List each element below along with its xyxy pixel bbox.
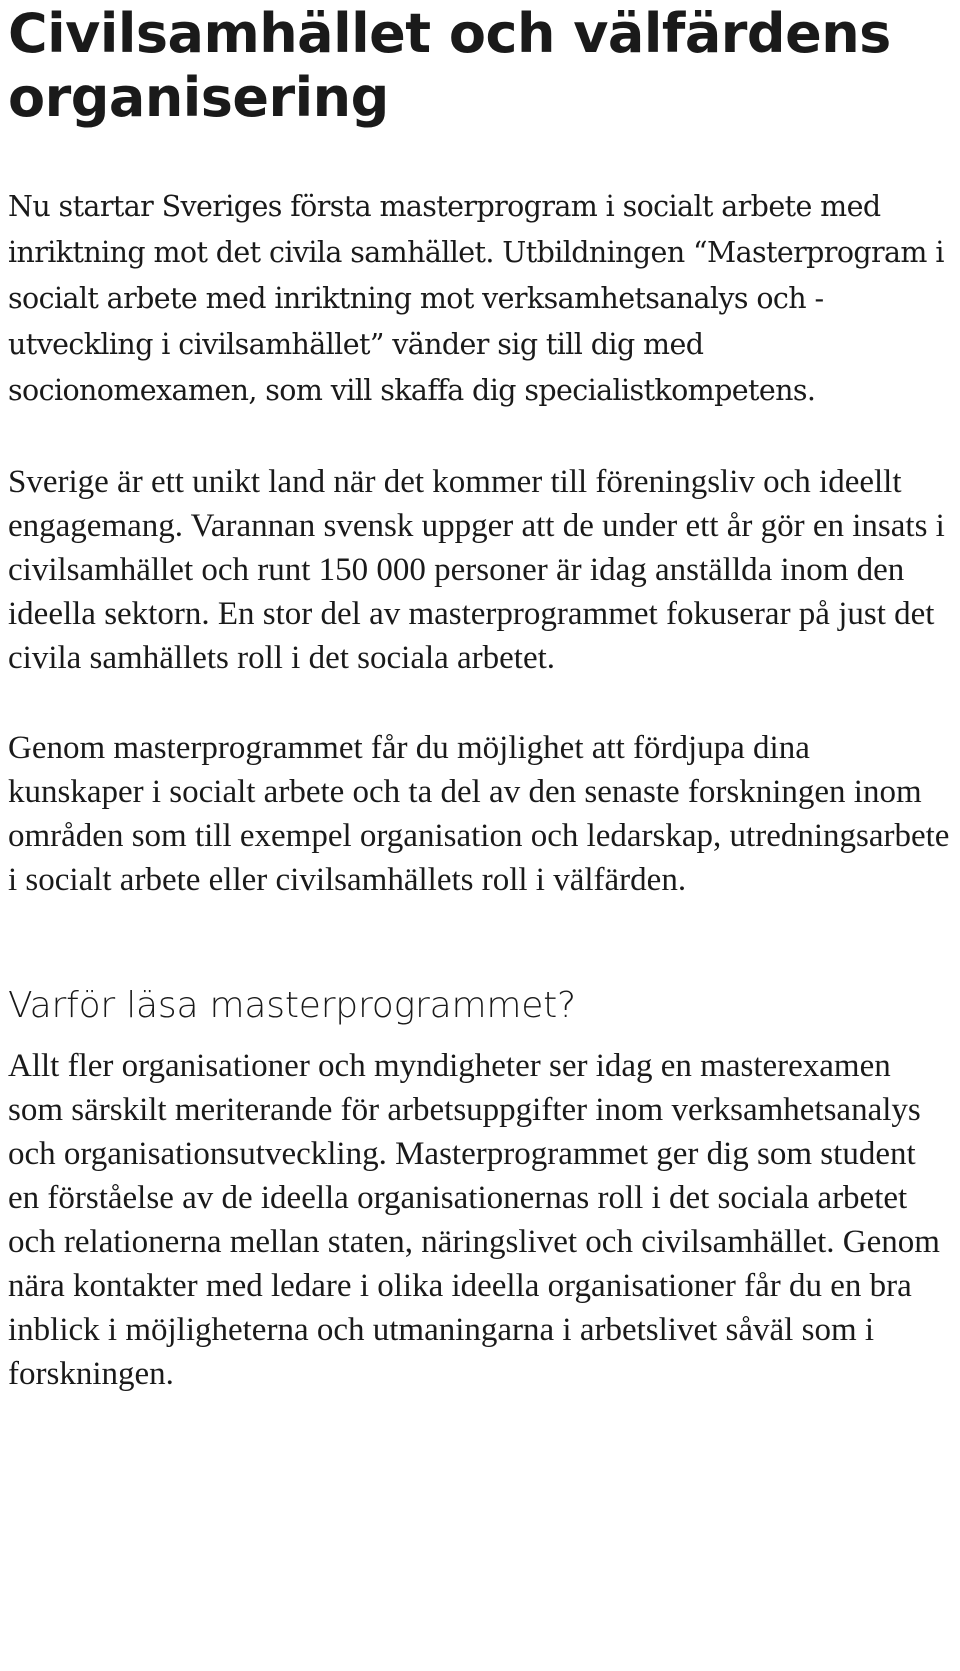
- body-paragraph-program-content: Genom masterprogrammet får du möjlighet att fördjupa dina kunskaper i socialt arbete och ta del av den senaste forskningen inom områden som till exempel organisation och ledarskap, utredningsarbete i socialt arbete eller civilsamhällets roll i välfärden.: [8, 730, 950, 898]
- section-paragraph: Allt fler organisationer och myndigheter ser idag en masterexamen som särskilt meriterande för arbetsuppgifter inom verksamhetsanalys och organisationsutveckling. Masterprogrammet ger dig som student en förståelse av de ideella organisationernas roll i det sociala arbetet och relationerna mellan staten, näringslivet och civilsamhället. Genom nära kontakter med ledare i olika ideella organisationer får du en bra inblick i möjligheterna och utmaningarna i arbetslivet såväl som i forskningen.: [8, 1048, 940, 1392]
- body-paragraph-civil-society: Sverige är ett unikt land när det kommer till föreningsliv och ideellt engagemang. Varannan svensk uppger att de under ett år gör en insats i civilsamhället och runt 150 000 personer är idag anställda inom den ideella sektorn. En stor del av masterprogrammet fokuserar på just det civila samhällets roll i det sociala arbetet.: [8, 464, 945, 676]
- section-heading: Varför läsa masterprogrammet?: [8, 985, 576, 1026]
- intro-paragraph: Nu startar Sveriges första masterprogram i socialt arbete med inriktning mot det civila samhället. Utbildningen “Masterprogram i socialt arbete med inriktning mot verksamhetsanalys och -utveckling i civilsamhället” vänder sig till dig med socionomexamen, som vill skaffa dig specialistkompetens.: [8, 190, 944, 407]
- page-title: Civilsamhället och välfärdens organisering: [8, 2, 891, 129]
